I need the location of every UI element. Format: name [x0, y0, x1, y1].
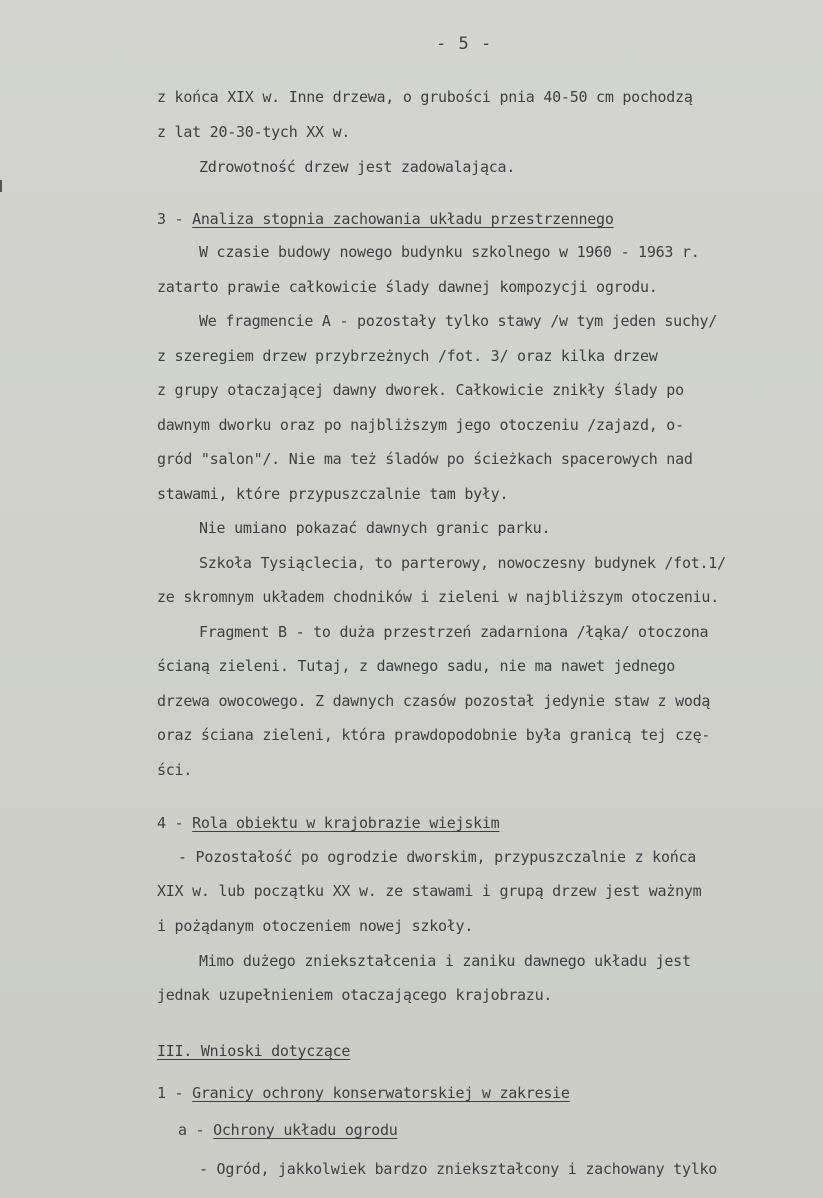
text-line: oraz ściana zieleni, która prawdopodobnie była granicą tej czę-	[157, 726, 711, 744]
text-line: - Pozostałość po ogrodzie dworskim, przypuszczalnie z końca	[178, 848, 697, 866]
text-line: z końca XIX w. Inne drzewa, o grubości pnia 40-50 cm pochodzą	[157, 88, 693, 106]
text-line: XIX w. lub początku XX w. ze stawami i grupą drzew jest ważnym	[157, 882, 702, 900]
section-heading-4	[157, 813, 499, 833]
text-line: Zdrowotność drzew jest zadowalająca.	[199, 158, 516, 176]
subsection-letter: a -	[178, 1121, 205, 1139]
text-line: ścianą zieleni. Tutaj, z dawnego sadu, nie ma nawet jednego	[157, 657, 676, 675]
text-line: z lat 20-30-tych XX w.	[157, 123, 351, 141]
subsection-title: Ochrony układu ogrodu	[213, 1121, 398, 1139]
text-line: ze skromnym układem chodników i zieleni w najbliższym otoczeniu.	[157, 588, 719, 606]
text-line: drzewa owocowego. Z dawnych czasów pozostał jedynie staw z wodą	[157, 692, 711, 710]
section-number: 4 -	[157, 814, 184, 832]
text-line: W czasie budowy nowego budynku szkolnego w 1960 - 1963 r.	[199, 243, 700, 261]
text-line: jednak uzupełnieniem otaczającego krajobrazu.	[157, 986, 553, 1004]
page-number: - 5 -	[436, 34, 493, 54]
subsection-number: 1 -	[157, 1084, 184, 1102]
subsection-heading-a	[178, 1120, 398, 1140]
text-line: gród "salon"/. Nie ma też śladów po ścieżkach spacerowych nad	[157, 450, 693, 468]
text-line: Fragment B - to duża przestrzeń zadarniona /łąka/ otoczona	[199, 623, 709, 641]
text-line: stawami, które przypuszczalnie tam były.	[157, 485, 509, 503]
text-line: Mimo dużego zniekształcenia i zaniku dawnego układu jest	[199, 952, 691, 970]
text-line: zatarto prawie całkowicie ślady dawnej kompozycji ogrodu.	[157, 278, 658, 296]
section-title: Analiza stopnia zachowania układu przestrzennego	[192, 210, 614, 228]
subsection-title: Granicy ochrony konserwatorskiej w zakresie	[192, 1084, 570, 1102]
text-line: ści.	[157, 761, 193, 779]
text-line: dawnym dworku oraz po najbliższym jego otoczeniu /zajazd, o-	[157, 416, 684, 434]
text-line: Szkoła Tysiąclecia, to parterowy, nowoczesny budynek /fot.1/	[199, 554, 726, 572]
text-line: i pożądanym otoczeniem nowej szkoły.	[157, 917, 474, 935]
text-line: - Ogród, jakkolwiek bardzo zniekształcony i zachowany tylko	[199, 1160, 718, 1178]
section-number: 3 -	[157, 210, 184, 228]
text-line: Nie umiano pokazać dawnych granic parku.	[199, 519, 551, 537]
section-heading-3	[157, 209, 614, 229]
chapter-heading: III. Wnioski dotyczące	[157, 1042, 351, 1060]
subsection-heading-1	[157, 1083, 570, 1103]
text-line: z szeregiem drzew przybrzeżnych /fot. 3/ oraz kilka drzew	[157, 347, 658, 365]
text-line: z grupy otaczającej dawny dworek. Całkowicie znikły ślady po	[157, 381, 684, 399]
section-title: Rola obiektu w krajobrazie wiejskim	[192, 814, 500, 832]
text-line: We fragmencie A - pozostały tylko stawy /w tym jeden suchy/	[199, 312, 718, 330]
page-edge-mark	[0, 180, 5, 192]
